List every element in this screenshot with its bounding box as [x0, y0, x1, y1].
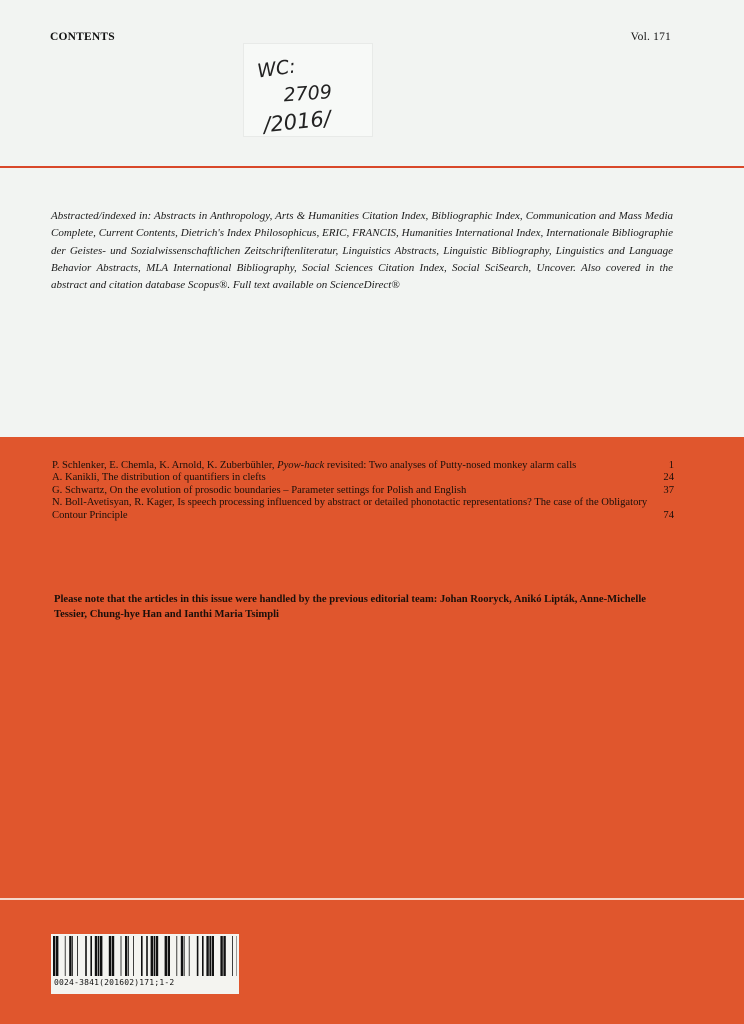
barcode-bar: [181, 936, 183, 976]
abstracted-indexed-text: Abstracted/indexed in: Abstracts in Anthropology, Arts & Humanities Citation Index, Bibliographic Index, Communication and Mass Media Complete, Current Contents, Dietrich's Index Philosophicus, ERIC, FRANCIS, Humanities International Index, Internationale Bibliographie der Geistes- und Sozialwissenschaftlichen Zeitschriftenliteratur, Linguistics Abstracts, Linguistic Bibliography, Linguistics and Language Behavior Abstracts, MLA International Bibliography, Social Sciences Citation Index, Social SciSearch, Uncover. Also covered in the abstract and citation database Scopus®. Full text available on ScienceDirect®: [51, 210, 673, 292]
toc-page-number: 1: [668, 460, 674, 471]
volume-label: Vol. 171: [630, 31, 671, 43]
barcode-bar: [209, 936, 211, 976]
barcode-bar: [77, 936, 78, 976]
barcode-bar: [53, 936, 55, 976]
barcode-bar: [220, 936, 222, 976]
toc-authors: P. Schlenker, E. Chemla, K. Arnold, K. Zuberbühler,: [52, 460, 278, 471]
barcode-bar: [141, 936, 143, 976]
barcode-bar: [223, 936, 225, 976]
barcode-bar: [197, 936, 199, 976]
barcode-bar: [146, 936, 148, 976]
barcode-bar: [112, 936, 114, 976]
top-divider: [0, 166, 744, 168]
toc-entry-text: [52, 472, 652, 484]
barcode-bar: [176, 936, 177, 976]
toc-authors: A. Kanikli,: [52, 472, 102, 484]
barcode-bar: [133, 936, 134, 976]
toc-title: The distribution of quantifiers in clefts: [101, 472, 266, 484]
barcode-bar: [65, 936, 66, 976]
toc-title-italic: Pyow-hack: [277, 460, 325, 471]
bottom-divider: [0, 898, 744, 900]
barcode-bar: [56, 936, 58, 976]
toc-page-number: 74: [663, 509, 674, 521]
note-line-3: /2016/: [262, 106, 332, 136]
handwritten-note: [244, 44, 372, 136]
table-of-contents: [52, 460, 674, 522]
barcode-bar: [154, 936, 156, 976]
toc-page-number: 37: [663, 484, 674, 496]
toc-entry: [52, 497, 674, 522]
barcode-bar: [212, 936, 214, 976]
barcode-bars: [53, 936, 237, 976]
toc-entry-text: [52, 485, 652, 497]
barcode-bar: [85, 936, 87, 976]
barcode-bar: [232, 936, 233, 976]
barcode-number: 0024-3841(201602)171;1-2: [54, 978, 175, 987]
toc-entry: [52, 485, 674, 497]
toc-entry: [52, 460, 674, 472]
barcode-bar: [156, 936, 158, 976]
toc-entry: [52, 472, 674, 484]
barcode-bar: [184, 936, 185, 976]
barcode-bar: [121, 936, 122, 976]
toc-authors: G. Schwartz,: [52, 484, 110, 496]
barcode-bar: [109, 936, 111, 976]
toc-title: Is speech processing influenced by abstract or detailed phonotactic representations? The case of the Obligatory Contour Principle: [52, 497, 648, 521]
barcode-bar: [100, 936, 102, 976]
barcode-bar: [69, 936, 71, 976]
barcode-bar: [72, 936, 73, 976]
toc-authors: N. Boll-Avetisyan, R. Kager,: [52, 497, 178, 509]
contents-label: CONTENTS: [50, 31, 115, 43]
barcode-bar: [98, 936, 100, 976]
barcode: [51, 934, 239, 994]
toc-page-number: 24: [663, 472, 674, 484]
barcode-bar: [128, 936, 129, 976]
barcode-bar: [165, 936, 167, 976]
note-line-1: WC:: [255, 55, 298, 83]
barcode-bar: [189, 936, 190, 976]
barcode-bar: [168, 936, 170, 976]
barcode-bar: [151, 936, 153, 976]
toc-title: revisited: Two analyses of Putty-nosed monkey alarm calls: [324, 460, 577, 471]
note-line-2: 2709: [282, 81, 333, 107]
toc-entry-text: [52, 460, 652, 472]
barcode-bar: [206, 936, 208, 976]
toc-entry-text: [52, 497, 652, 522]
handwritten-signature: [244, 44, 372, 136]
toc-title: On the evolution of prosodic boundaries – Parameter settings for Polish and English: [109, 484, 467, 496]
barcode-bar: [202, 936, 204, 976]
barcode-bar: [95, 936, 97, 976]
barcode-bar: [90, 936, 92, 976]
editorial-note: Please note that the articles in this issue were handled by the previous editorial team: Johan Rooryck, Anikó Lipták, Anne-Michelle Tessier, Chung-hye Han and Ianthi Maria Tsimpli: [54, 594, 646, 620]
barcode-bar: [125, 936, 127, 976]
